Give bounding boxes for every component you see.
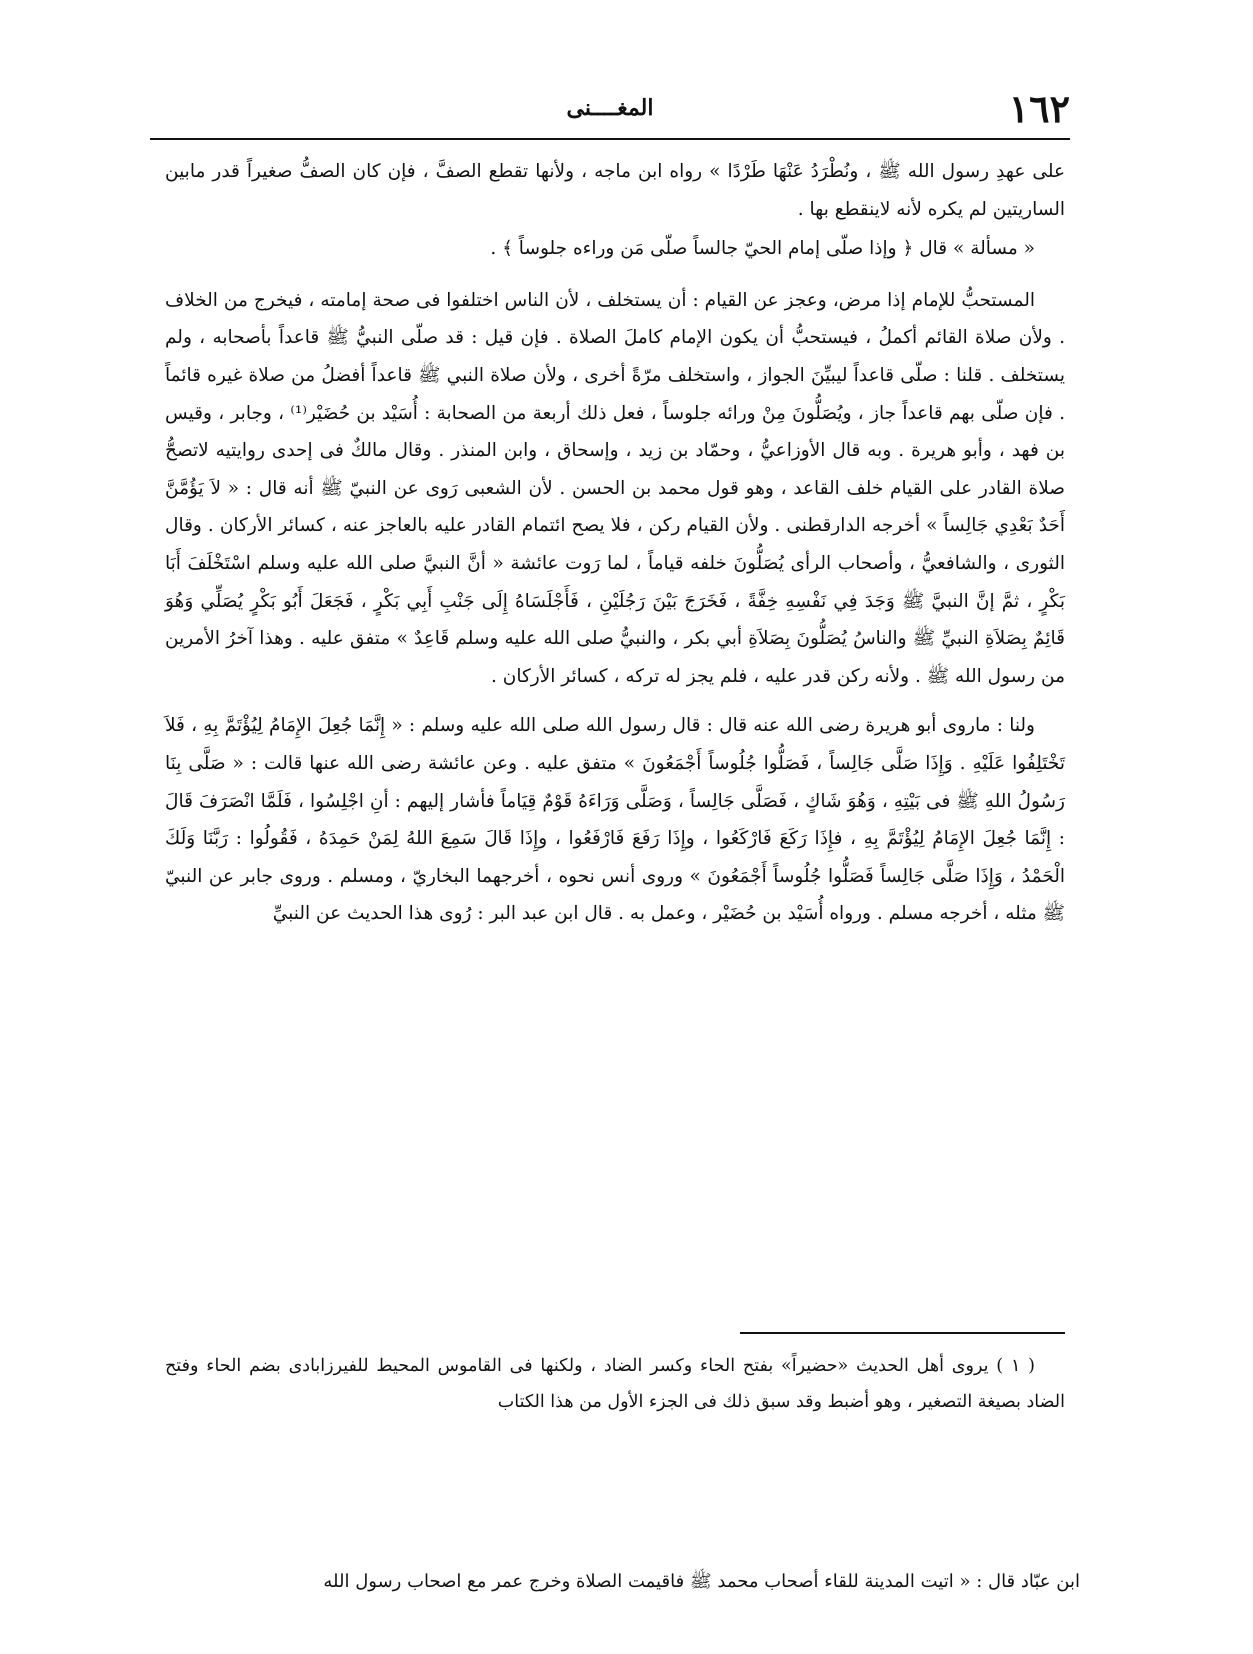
footnote-text: ( ١ ) يروى أهل الحديث «حضيراً» بفتح الحاء وكسر الضاد ، ولكنها فى القاموس المحيط للفيرزابادى بضم الحاء وفتح الضاد بصيغة التصغير ، وهو أضبط وقد سبق ذلك فى الجزء الأول من هذا الكتاب	[165, 1356, 1065, 1412]
paragraph-intro: على عهدِ رسول الله ﷺ ، ونُطْرَدُ عَنْهَا طَرْدًا » رواه ابن ماجه ، ولأنها تقطع الصفَّ ، فإن كان الصفُّ صغيراً قدر مابين الساريتين لم يكره لأنه لاينقطع بها .	[165, 161, 1065, 220]
footnote	[165, 1348, 1065, 1420]
footnote-rule	[740, 1332, 1065, 1334]
main-text	[165, 153, 1065, 933]
paragraph-evidence: ولنا : ماروى أبو هريرة رضى الله عنه قال : قال رسول الله صلى الله عليه وسلم : « إِنَّمَا جُعِلَ الإِمَامُ لِيُؤْتَمَّ بِهِ ، فَلاَ تَخْتَلِفُوا عَلَيْهِ . وَإِذَا صَلَّى جَالِساً ، فَصَلُّوا جُلُوساً أَجْمَعُونَ » متفق عليه . وعن عائشة رضى الله عنها قالت : « صَلَّى بِنَا رَسُولُ اللهِ ﷺ فى بَيْتِهِ ، وَهُوَ شَاكٍ ، فَصَلَّى جَالِساً ، وَصَلَّى وَرَاءَهُ قَوْمٌ قِيَاماً فأشار إليهم : أنِ اجْلِسُوا ، فَلَمَّا انْصَرَفَ قَالَ : إِنَّمَا جُعِلَ الإِمَامُ لِيُؤْتَمَّ بِهِ ، فإِذَا رَكَعَ فَارْكَعُوا ، وإِذَا رَفَعَ فَارْفَعُوا ، وإِذَا قَالَ سَمِعَ اللهُ لِمَنْ حَمِدَهُ ، فَقُولُوا : رَبَّنَا وَلَكَ الْحَمْدُ ، وَإِذَا صَلَّى جَالِساً فَصَلُّوا جُلُوساً أَجْمَعُونَ » وروى أنس نحوه ، أخرجهما البخاريّ ، ومسلم . وروى جابر عن النبيّ ﷺ مثله ، أخرجه مسلم . ورواه أُسَيْد بن حُضَيْر ، وعمل به . قال ابن عبد البر : رُوى هذا الحديث عن النبيِّ	[165, 715, 1065, 925]
masala-heading: « مسألة » قال ﴿ وإذا صلّى إمام الحيّ جالساً صلّى مَن وراءه جلوساً ﴾ .	[490, 238, 1035, 260]
page-number: ١٦٢	[1008, 86, 1070, 131]
paragraph-istikhlaf: المستحبُّ للإمام إذا مرض، وعجز عن القيام : أن يستخلف ، لأن الناس اختلفوا فى صحة إمامته ، فيخرج من الخلاف . ولأن صلاة القائم أكملُ ، فيستحبُّ أن يكون الإمام كاملَ الصلاة . فإن قيل : قد صلّى النبيُّ ﷺ قاعداً بأصحابه ، ولم يستخلف . قلنا : صلّى قاعداً ليبيِّنَ الجواز ، واستخلف مرّةً أخرى ، ولأن صلاة النبي ﷺ قاعداً أفضلُ من صلاة غيره قائماً . فإن صلّى بهم قاعداً جاز ، ويُصَلُّونَ مِنْ ورائه جلوساً ، فعل ذلك أربعة من الصحابة : أُسَيْد بن حُضَيْر⁽¹⁾ ، وجابر ، وقيس بن فهد ، وأبو هريرة . وبه قال الأوزاعيُّ ، وحمّاد بن زيد ، وإسحاق ، وابن المنذر . وقال مالكٌ فى إحدى روايتيه لاتصحُّ صلاة القادر على القيام خلف القاعد ، وهو قول محمد بن الحسن . لأن الشعبى رَوى عن النبيّ ﷺ أنه قال : « لاَ يَؤُمَّنَّ أَحَدٌ بَعْدِي جَالِساً » أخرجه الدارقطنى . ولأن القيام ركن ، فلا يصح ائتمام القادر عليه بالعاجز عنه ، كسائر الأركان . وقال الثورى ، والشافعيُّ ، وأصحاب الرأى يُصَلُّونَ خلفه قياماً ، لما رَوت عائشة « أنَّ النبيَّ صلى الله عليه وسلم اسْتَخْلَفَ أَبَا بَكْرٍ ، ثمَّ إنَّ النبيَّ ﷺ وَجَدَ فِي نَفْسِهِ خِفَّةً ، فَخَرَجَ بَيْنَ رَجُلَيْنِ ، فَأَجْلَسَاهُ إِلَى جَنْبِ أَبِي بَكْرٍ ، فَجَعَلَ أَبُو بَكْرٍ يُصَلِّي وَهُوَ قَائِمٌ بِصَلاَةِ النبيِّ ﷺ والناسُ يُصَلُّونَ بِصَلاَةِ أبي بكر ، والنبيُّ صلى الله عليه وسلم قَاعِدٌ » متفق عليه . وهذا آخرُ الأمرين من رسول الله ﷺ . ولأنه ركن قدر عليه ، فلم يجز له تركه ، كسائر الأركان .	[165, 289, 1065, 687]
page-header	[150, 84, 1070, 134]
running-title: المغــــنى	[566, 95, 654, 121]
header-rule	[150, 138, 1070, 140]
bleed-through-line: ابن عبّاد قال : « اتيت المدينة للقاء أصحاب محمد ﷺ فاقيمت الصلاة وخرج عمر مع اصحاب رسول الله	[323, 1571, 1080, 1592]
